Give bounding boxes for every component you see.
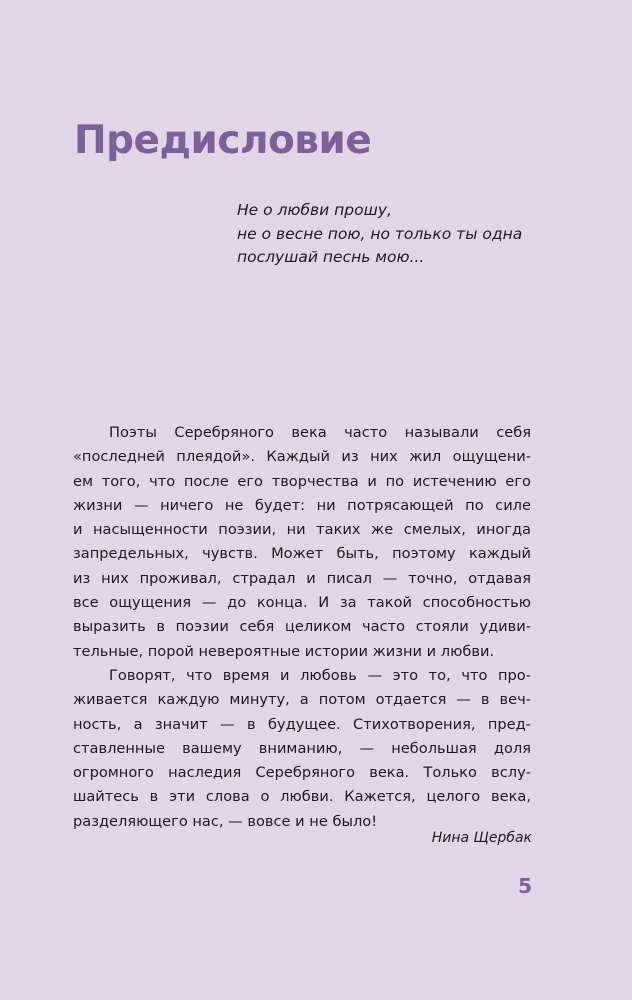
text-line: ность, а значит — в будущее. Стихотворения, пред- [73, 715, 531, 733]
paragraph [73, 421, 531, 664]
text-line: Поэты Серебряного века часто называли себя [109, 424, 531, 441]
epigraph-line: Не о любви прошу, [237, 201, 392, 219]
text-line: живается каждую минуту, а потом отдается — в веч- [73, 691, 531, 709]
preface-body [73, 421, 531, 834]
text-line: жизни — ничего не будет: ни потрясающей по силе [73, 496, 531, 514]
paragraph [73, 664, 531, 834]
epigraph [237, 199, 537, 270]
author-signature: Нина Щербак [431, 830, 532, 846]
text-line: ставленные вашему вниманию, — небольшая доля [73, 739, 531, 757]
text-line: и насыщенности поэзии, ни таких же смелых, иногда [73, 521, 531, 539]
text-line: из них проживал, страдал и писал — точно, отдавая [73, 569, 531, 587]
page-title: Предисловие [74, 118, 372, 163]
text-line: шайтесь в эти слова о любви. Кажется, целого века, [73, 788, 531, 806]
text-line: Говорят, что время и любовь — это то, что про- [109, 666, 531, 684]
epigraph-line: послушай песнь мою... [237, 248, 425, 266]
page-number: 5 [518, 874, 532, 898]
text-line: тельные, порой невероятные истории жизни и любви. [73, 642, 495, 660]
text-line: огромного наследия Серебряного века. Только вслу- [73, 764, 531, 782]
text-line: все ощущения — до конца. И за такой способностью [73, 594, 531, 612]
epigraph-line: не о весне пою, но только ты одна [237, 224, 523, 243]
text-line: запредельных, чувств. Может быть, поэтому каждый [73, 545, 531, 563]
text-line: разделяющего нас, — вовсе и не было! [73, 812, 378, 830]
text-line: ем того, что после его творчества и по истечению его [73, 472, 531, 490]
text-line: выразить в поэзии себя целиком часто стояли удиви- [73, 618, 531, 636]
text-line: «последней плеядой». Каждый из них жил ощущени- [73, 448, 531, 466]
